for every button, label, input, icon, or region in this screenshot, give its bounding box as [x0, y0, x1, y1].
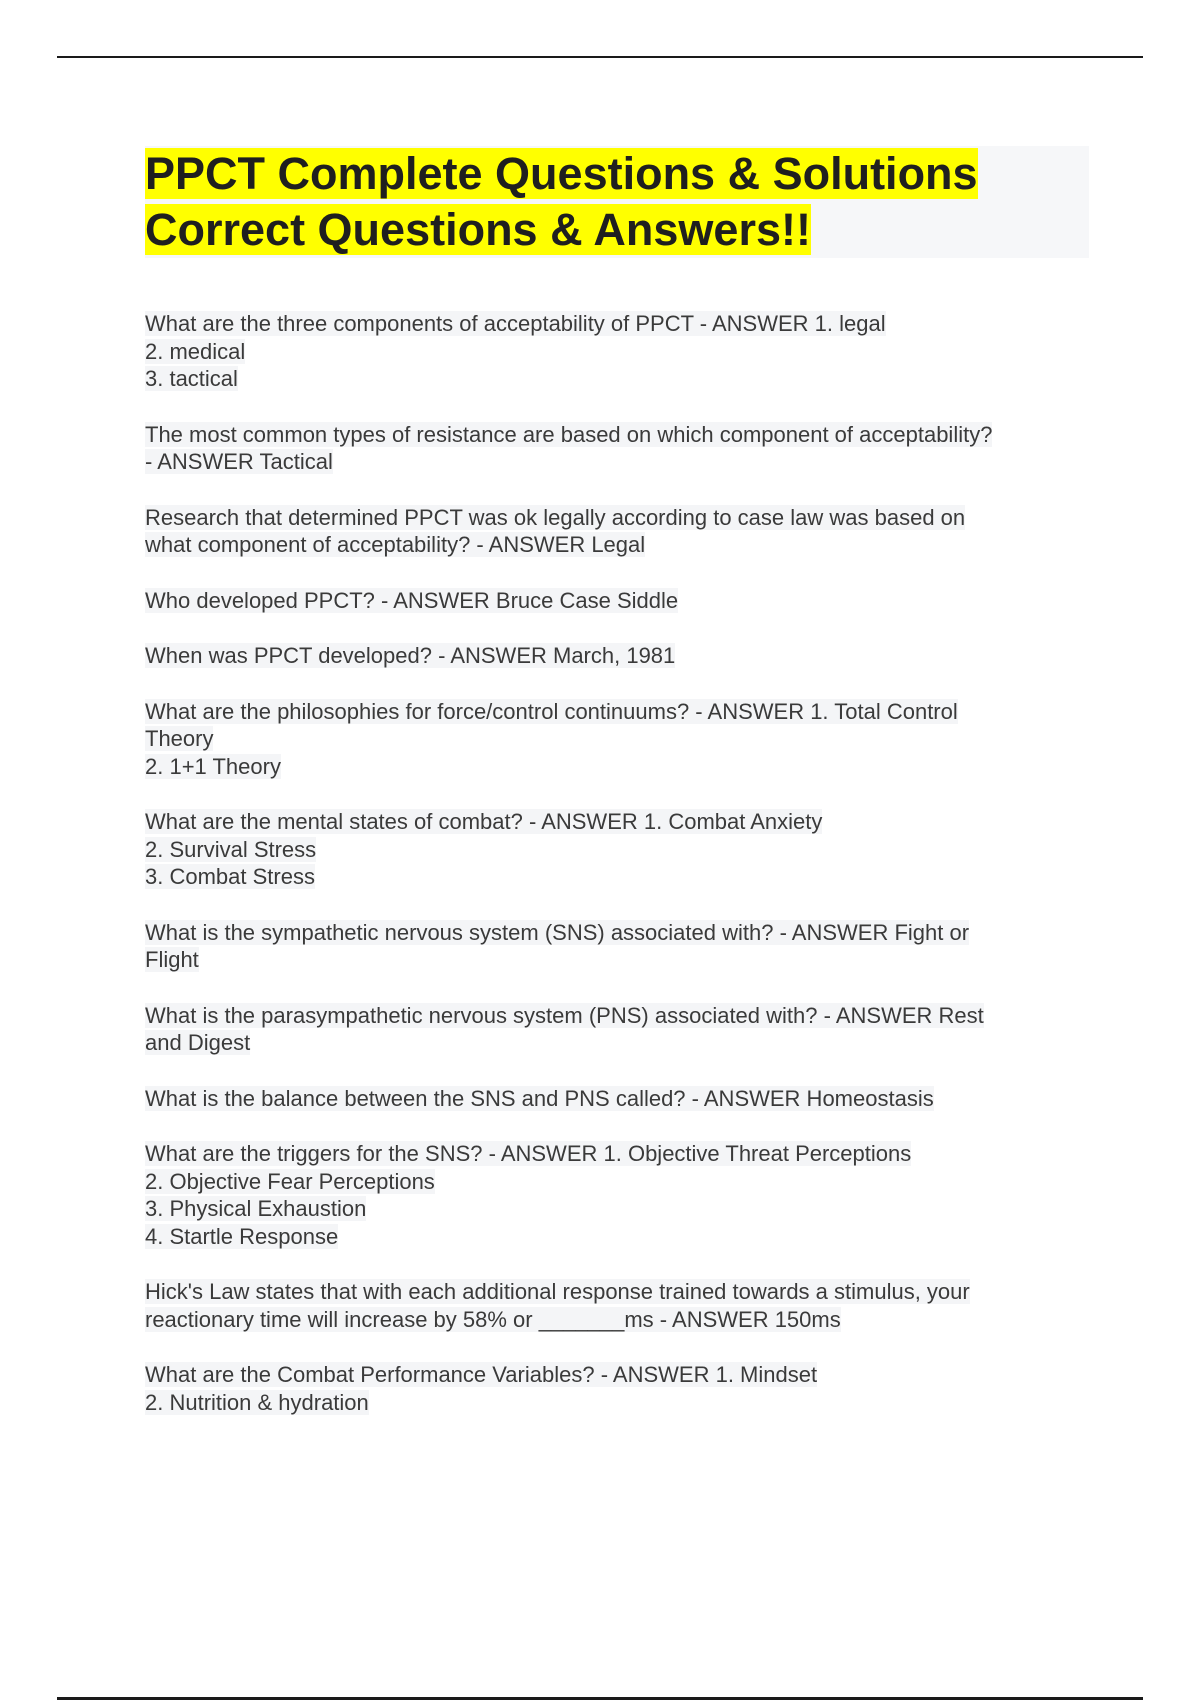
qa-line-text: What is the sympathetic nervous system (SNS) associated with? - ANSWER Fight or [145, 919, 970, 945]
title-line-text: PPCT Complete Questions & Solutions [145, 148, 978, 199]
qa-item [145, 310, 1090, 393]
qa-line-text: Flight [145, 947, 199, 972]
qa-line [145, 1361, 1090, 1389]
qa-line-text: What are the triggers for the SNS? - ANSWER 1. Objective Threat Perceptions [145, 1141, 912, 1166]
qa-line [145, 365, 1090, 393]
qa-item [145, 1002, 1090, 1057]
qa-line-text: 3. Combat Stress [145, 864, 315, 889]
qa-line [145, 1306, 1090, 1334]
qa-line [145, 863, 1090, 891]
qa-line-text: 3. Physical Exhaustion [145, 1196, 367, 1221]
top-rule [57, 56, 1143, 58]
qa-line [145, 1029, 1090, 1057]
qa-line-text: Research that determined PPCT was ok legally according to case law was based on [145, 504, 966, 530]
qa-line-text: 2. medical [145, 338, 246, 364]
qa-line-text: Hick's Law states that with each additional response trained towards a stimulus, your [145, 1279, 970, 1304]
qa-line-text: 2. Nutrition & hydration [145, 1389, 369, 1415]
qa-line-text: What is the balance between the SNS and PNS called? - ANSWER Homeostasis [145, 1085, 934, 1111]
qa-line [145, 1278, 1090, 1306]
qa-line [145, 946, 1090, 974]
qa-item [145, 919, 1090, 974]
qa-line [145, 504, 1090, 532]
qa-line [145, 836, 1090, 864]
qa-line [145, 753, 1090, 781]
qa-line-text: What are the Combat Performance Variables? - ANSWER 1. Mindset [145, 1362, 818, 1387]
qa-line [145, 421, 1090, 449]
qa-line [145, 1002, 1090, 1030]
qa-line-text: 2. Survival Stress [145, 836, 317, 862]
qa-line [145, 587, 1090, 615]
qa-line [145, 338, 1090, 366]
qa-line [145, 698, 1090, 726]
qa-item [145, 587, 1090, 615]
qa-item [145, 1361, 1090, 1416]
qa-line [145, 531, 1090, 559]
qa-line [145, 1140, 1090, 1168]
qa-line-text: 2. 1+1 Theory [145, 753, 281, 779]
qa-line [145, 1389, 1090, 1417]
document-title [145, 146, 1089, 258]
qa-line [145, 1223, 1090, 1251]
qa-line-text: What are the philosophies for force/control continuums? - ANSWER 1. Total Control [145, 698, 958, 724]
qa-line [145, 725, 1090, 753]
qa-list [145, 310, 1090, 1444]
qa-line [145, 1085, 1090, 1113]
qa-line-text: 3. tactical [145, 366, 238, 391]
qa-item [145, 421, 1090, 476]
qa-line-text: what component of acceptability? - ANSWER Legal [145, 532, 646, 557]
qa-item [145, 1140, 1090, 1250]
qa-line [145, 1168, 1090, 1196]
qa-line-text: When was PPCT developed? - ANSWER March, 1981 [145, 643, 676, 668]
qa-item [145, 504, 1090, 559]
qa-line-text: What are the three components of acceptability of PPCT - ANSWER 1. legal [145, 311, 886, 336]
qa-line-text: What are the mental states of combat? - ANSWER 1. Combat Anxiety [145, 809, 823, 834]
qa-line-text: What is the parasympathetic nervous system (PNS) associated with? - ANSWER Rest [145, 1002, 984, 1028]
qa-line-text: reactionary time will increase by 58% or _______ms - ANSWER 150ms [145, 1306, 841, 1332]
qa-line-text: The most common types of resistance are based on which component of acceptability? [145, 421, 993, 447]
qa-item [145, 642, 1090, 670]
qa-item [145, 1085, 1090, 1113]
qa-line [145, 448, 1090, 476]
qa-line [145, 919, 1090, 947]
qa-line [145, 808, 1090, 836]
title-line [145, 146, 1089, 202]
qa-line [145, 310, 1090, 338]
qa-line [145, 1195, 1090, 1223]
qa-line-text: 2. Objective Fear Perceptions [145, 1168, 435, 1194]
qa-line-text: 4. Startle Response [145, 1223, 339, 1249]
title-line-text: Correct Questions & Answers!! [145, 204, 811, 255]
qa-item [145, 808, 1090, 891]
qa-item [145, 698, 1090, 781]
qa-line-text: and Digest [145, 1030, 251, 1055]
qa-line-text: - ANSWER Tactical [145, 449, 333, 474]
qa-line [145, 642, 1090, 670]
qa-item [145, 1278, 1090, 1333]
title-line [145, 202, 1089, 258]
qa-line-text: Theory [145, 726, 214, 751]
qa-line-text: Who developed PPCT? - ANSWER Bruce Case Siddle [145, 587, 679, 613]
